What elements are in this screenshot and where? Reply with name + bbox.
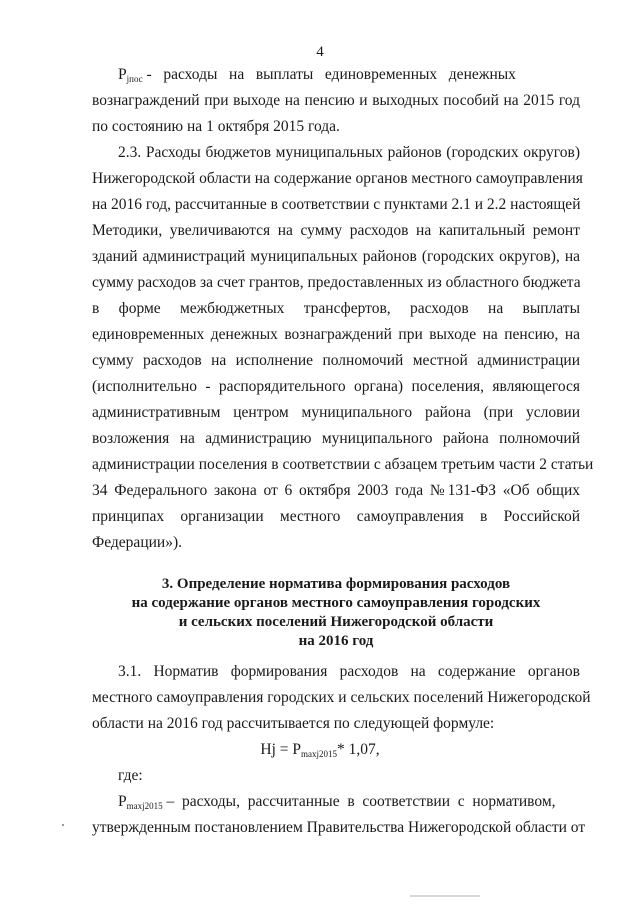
p2-line: администрации поселения в соответствии с абзацем третьим части 2 статьи (92, 456, 594, 473)
p2-line: возложения на администрацию муниципального района полномочий (92, 430, 580, 447)
p1-line1 (118, 65, 580, 89)
p2-line: 34 Федерального закона от 6 октября 2003 года №131-ФЗ «Об общих (92, 482, 580, 499)
p2-line: принципах организации местного самоуправления в Российской (92, 508, 580, 525)
p4-line1-rest: – расходы, рассчитанные в соответствии с нормативом, (162, 793, 556, 810)
p3-line: местного самоуправления городских и сельских поселений Нижегородской (92, 689, 591, 706)
p2-line: на 2016 год, рассчитанные в соответствии с пунктами 2.1 и 2.2 настоящей (92, 196, 581, 213)
p1-symbol-sub: jпос (126, 74, 143, 84)
formula-sub: maxj2015 (301, 749, 337, 759)
scan-artifact (410, 895, 480, 897)
p2-line: 2.3. Расходы бюджетов муниципальных районов (городских округов) (118, 144, 580, 161)
p2-line: сумму расходов за счет грантов, предоставленных из областного бюджета (92, 274, 581, 291)
p4-symbol-sub: maxj2015 (126, 801, 163, 811)
p3-line: 3.1. Норматив формирования расходов на содержание органов (118, 663, 580, 680)
formula (0, 740, 640, 764)
p2-line: (исполнительно - распорядительного органа) поселения, являющегося (92, 378, 580, 395)
formula-lhs: Hj = P (260, 741, 301, 758)
p2-line: в форме межбюджетных трансфертов, расходов на выплаты (92, 300, 580, 317)
p1-line1-rest: - расходы на выплаты единовременных денежных (146, 66, 516, 83)
p2-line: зданий администраций муниципальных районов (городских округов), на (92, 248, 580, 265)
where-label: где: (118, 767, 143, 784)
p4-line2: утвержденным постановлением Правительства Нижегородской области от (92, 819, 586, 836)
p2-line: единовременных денежных вознаграждений при выходе на пенсию, на (92, 326, 580, 343)
scan-artifact (62, 824, 64, 826)
p2-line: Нижегородской области на содержание органов местного самоуправления (92, 170, 583, 187)
p4-line1 (118, 792, 580, 816)
section-heading-line: на 2016 год (298, 633, 374, 649)
section-heading-line: и сельских поселений Нижегородской области (178, 614, 494, 630)
p1-line3: по состоянию на 1 октября 2015 года. (92, 118, 340, 135)
p2-line: административным центром муниципального района (при условии (92, 404, 580, 421)
p1-line2: вознаграждений при выходе на пенсию и выходных пособий на 2015 год (92, 92, 580, 109)
formula-rhs: * 1,07, (337, 741, 380, 758)
p4-symbol: P (118, 793, 127, 810)
p1-symbol: P (118, 66, 127, 83)
section-heading-line: 3. Определение норматива формирования расходов (161, 576, 511, 592)
section-heading-line: на содержание органов местного самоуправления городских (131, 595, 541, 611)
p3-line: области на 2016 год рассчитывается по следующей формуле: (92, 715, 495, 732)
p2-line: Федерации»). (92, 534, 182, 551)
p2-line: Методики, увеличиваются на сумму расходов на капитальный ремонт (92, 222, 580, 239)
p2-line: сумму расходов на исполнение полномочий местной администрации (92, 352, 580, 369)
page-number: 4 (316, 44, 324, 60)
